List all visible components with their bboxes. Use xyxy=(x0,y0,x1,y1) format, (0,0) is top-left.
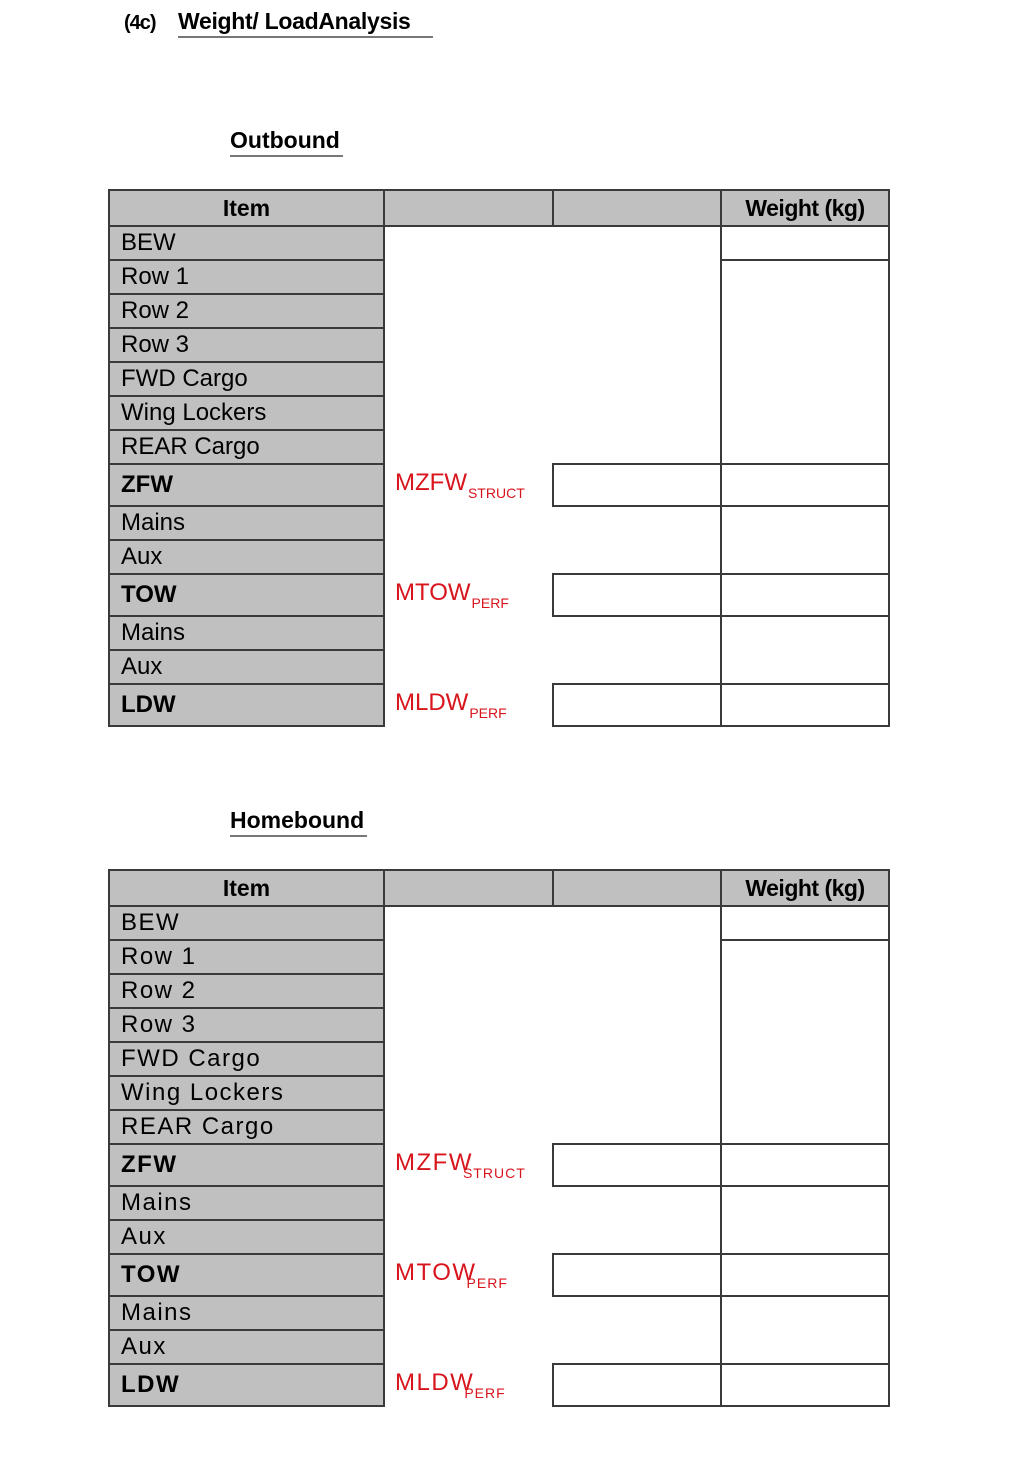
mzfw-limit-label: $MZFW_{STRUCT}$ xyxy=(395,1149,526,1181)
mzfw-limit-label: $MZFW_{STRUCT}$ xyxy=(395,469,525,501)
homebound-title: Homebound xyxy=(230,807,367,837)
row-label: REAR Cargo xyxy=(109,1110,384,1144)
table-header-row xyxy=(109,870,889,906)
row-label: Mains xyxy=(109,616,384,650)
weight-cell[interactable] xyxy=(721,1220,889,1254)
weight-cell[interactable] xyxy=(721,940,889,974)
row-label: Mains xyxy=(109,506,384,540)
mldw-limit-value[interactable] xyxy=(553,1364,721,1406)
row-label: Row 3 xyxy=(109,1008,384,1042)
mldw-limit-label: $MLDW_{PERF}$ xyxy=(395,1369,506,1401)
row-label: Row 2 xyxy=(109,294,384,328)
table-row xyxy=(109,1110,889,1144)
tow-weight-cell[interactable] xyxy=(721,1254,889,1296)
table-row xyxy=(109,616,889,650)
table-row xyxy=(109,974,889,1008)
weight-cell[interactable] xyxy=(721,540,889,574)
tow-label: TOW xyxy=(109,574,384,616)
row-label: Wing Lockers xyxy=(109,396,384,430)
document-heading xyxy=(124,8,433,38)
weight-cell[interactable] xyxy=(721,1008,889,1042)
ldw-label: LDW xyxy=(109,684,384,726)
table-row xyxy=(109,1042,889,1076)
table-row xyxy=(109,362,889,396)
limit-column-header xyxy=(384,190,553,226)
weight-cell[interactable] xyxy=(721,362,889,396)
tow-label: TOW xyxy=(109,1254,384,1296)
weight-cell[interactable] xyxy=(721,906,889,940)
weight-cell[interactable] xyxy=(721,1186,889,1220)
weight-cell[interactable] xyxy=(721,328,889,362)
table-row xyxy=(109,650,889,684)
table-row xyxy=(109,1186,889,1220)
row-label: Mains xyxy=(109,1296,384,1330)
weight-cell[interactable] xyxy=(721,650,889,684)
item-column-header: Item xyxy=(109,870,384,906)
tow-weight-cell[interactable] xyxy=(721,574,889,616)
weight-cell[interactable] xyxy=(721,226,889,260)
zfw-row xyxy=(109,464,889,506)
document-title: Weight/ LoadAnalysis xyxy=(178,8,433,38)
ldw-weight-cell[interactable] xyxy=(721,1364,889,1406)
weight-cell[interactable] xyxy=(721,506,889,540)
mtow-limit-label: $MTOW_{PERF}$ xyxy=(395,579,509,611)
row-label: FWD Cargo xyxy=(109,1042,384,1076)
row-label: Aux xyxy=(109,540,384,574)
row-label: Row 2 xyxy=(109,974,384,1008)
mldw-limit-value[interactable] xyxy=(553,684,721,726)
mtow-limit-value[interactable] xyxy=(553,574,721,616)
row-label: Aux xyxy=(109,1220,384,1254)
row-label: Row 3 xyxy=(109,328,384,362)
table-row xyxy=(109,1330,889,1364)
row-label: Aux xyxy=(109,650,384,684)
ldw-label: LDW xyxy=(109,1364,384,1406)
zfw-row xyxy=(109,1144,889,1186)
row-label: Mains xyxy=(109,1186,384,1220)
mtow-limit-label: $MTOW_{PERF}$ xyxy=(395,1259,508,1291)
table-row xyxy=(109,1076,889,1110)
ldw-row xyxy=(109,684,889,726)
limit-value-column-header xyxy=(553,870,721,906)
row-label: REAR Cargo xyxy=(109,430,384,464)
weight-cell[interactable] xyxy=(721,1330,889,1364)
row-label: Row 1 xyxy=(109,260,384,294)
row-label: BEW xyxy=(109,906,384,940)
row-label: FWD Cargo xyxy=(109,362,384,396)
limit-value-column-header xyxy=(553,190,721,226)
table-row xyxy=(109,1220,889,1254)
weight-cell[interactable] xyxy=(721,260,889,294)
table-row xyxy=(109,260,889,294)
table-row xyxy=(109,906,889,940)
table-row xyxy=(109,506,889,540)
weight-column-header: Weight (kg) xyxy=(721,190,889,226)
mzfw-limit-value[interactable] xyxy=(553,464,721,506)
row-label: Wing Lockers xyxy=(109,1076,384,1110)
zfw-weight-cell[interactable] xyxy=(721,1144,889,1186)
weight-cell[interactable] xyxy=(721,616,889,650)
outbound-weight-table xyxy=(108,189,890,727)
weight-cell[interactable] xyxy=(721,1296,889,1330)
weight-column-header: Weight (kg) xyxy=(721,870,889,906)
tow-row xyxy=(109,574,889,616)
table-row xyxy=(109,294,889,328)
zfw-label: ZFW xyxy=(109,1144,384,1186)
weight-cell[interactable] xyxy=(721,1076,889,1110)
mzfw-limit-value[interactable] xyxy=(553,1144,721,1186)
table-row xyxy=(109,430,889,464)
section-number: (4c) xyxy=(124,12,156,34)
row-label: Row 1 xyxy=(109,940,384,974)
mldw-limit-label: $MLDW_{PERF}$ xyxy=(395,689,507,721)
item-column-header: Item xyxy=(109,190,384,226)
weight-cell[interactable] xyxy=(721,430,889,464)
ldw-weight-cell[interactable] xyxy=(721,684,889,726)
weight-cell[interactable] xyxy=(721,1110,889,1144)
table-row xyxy=(109,328,889,362)
row-label: BEW xyxy=(109,226,384,260)
weight-cell[interactable] xyxy=(721,294,889,328)
outbound-title: Outbound xyxy=(230,127,343,157)
table-row xyxy=(109,1008,889,1042)
limit-column-header xyxy=(384,870,553,906)
mtow-limit-value[interactable] xyxy=(553,1254,721,1296)
table-row xyxy=(109,1296,889,1330)
table-row xyxy=(109,540,889,574)
row-label: Aux xyxy=(109,1330,384,1364)
table-row xyxy=(109,940,889,974)
zfw-label: ZFW xyxy=(109,464,384,506)
weight-cell[interactable] xyxy=(721,1042,889,1076)
table-header-row xyxy=(109,190,889,226)
table-row xyxy=(109,396,889,430)
weight-cell[interactable] xyxy=(721,396,889,430)
homebound-weight-table xyxy=(108,869,890,1407)
zfw-weight-cell[interactable] xyxy=(721,464,889,506)
table-row xyxy=(109,226,889,260)
tow-row xyxy=(109,1254,889,1296)
ldw-row xyxy=(109,1364,889,1406)
weight-cell[interactable] xyxy=(721,974,889,1008)
